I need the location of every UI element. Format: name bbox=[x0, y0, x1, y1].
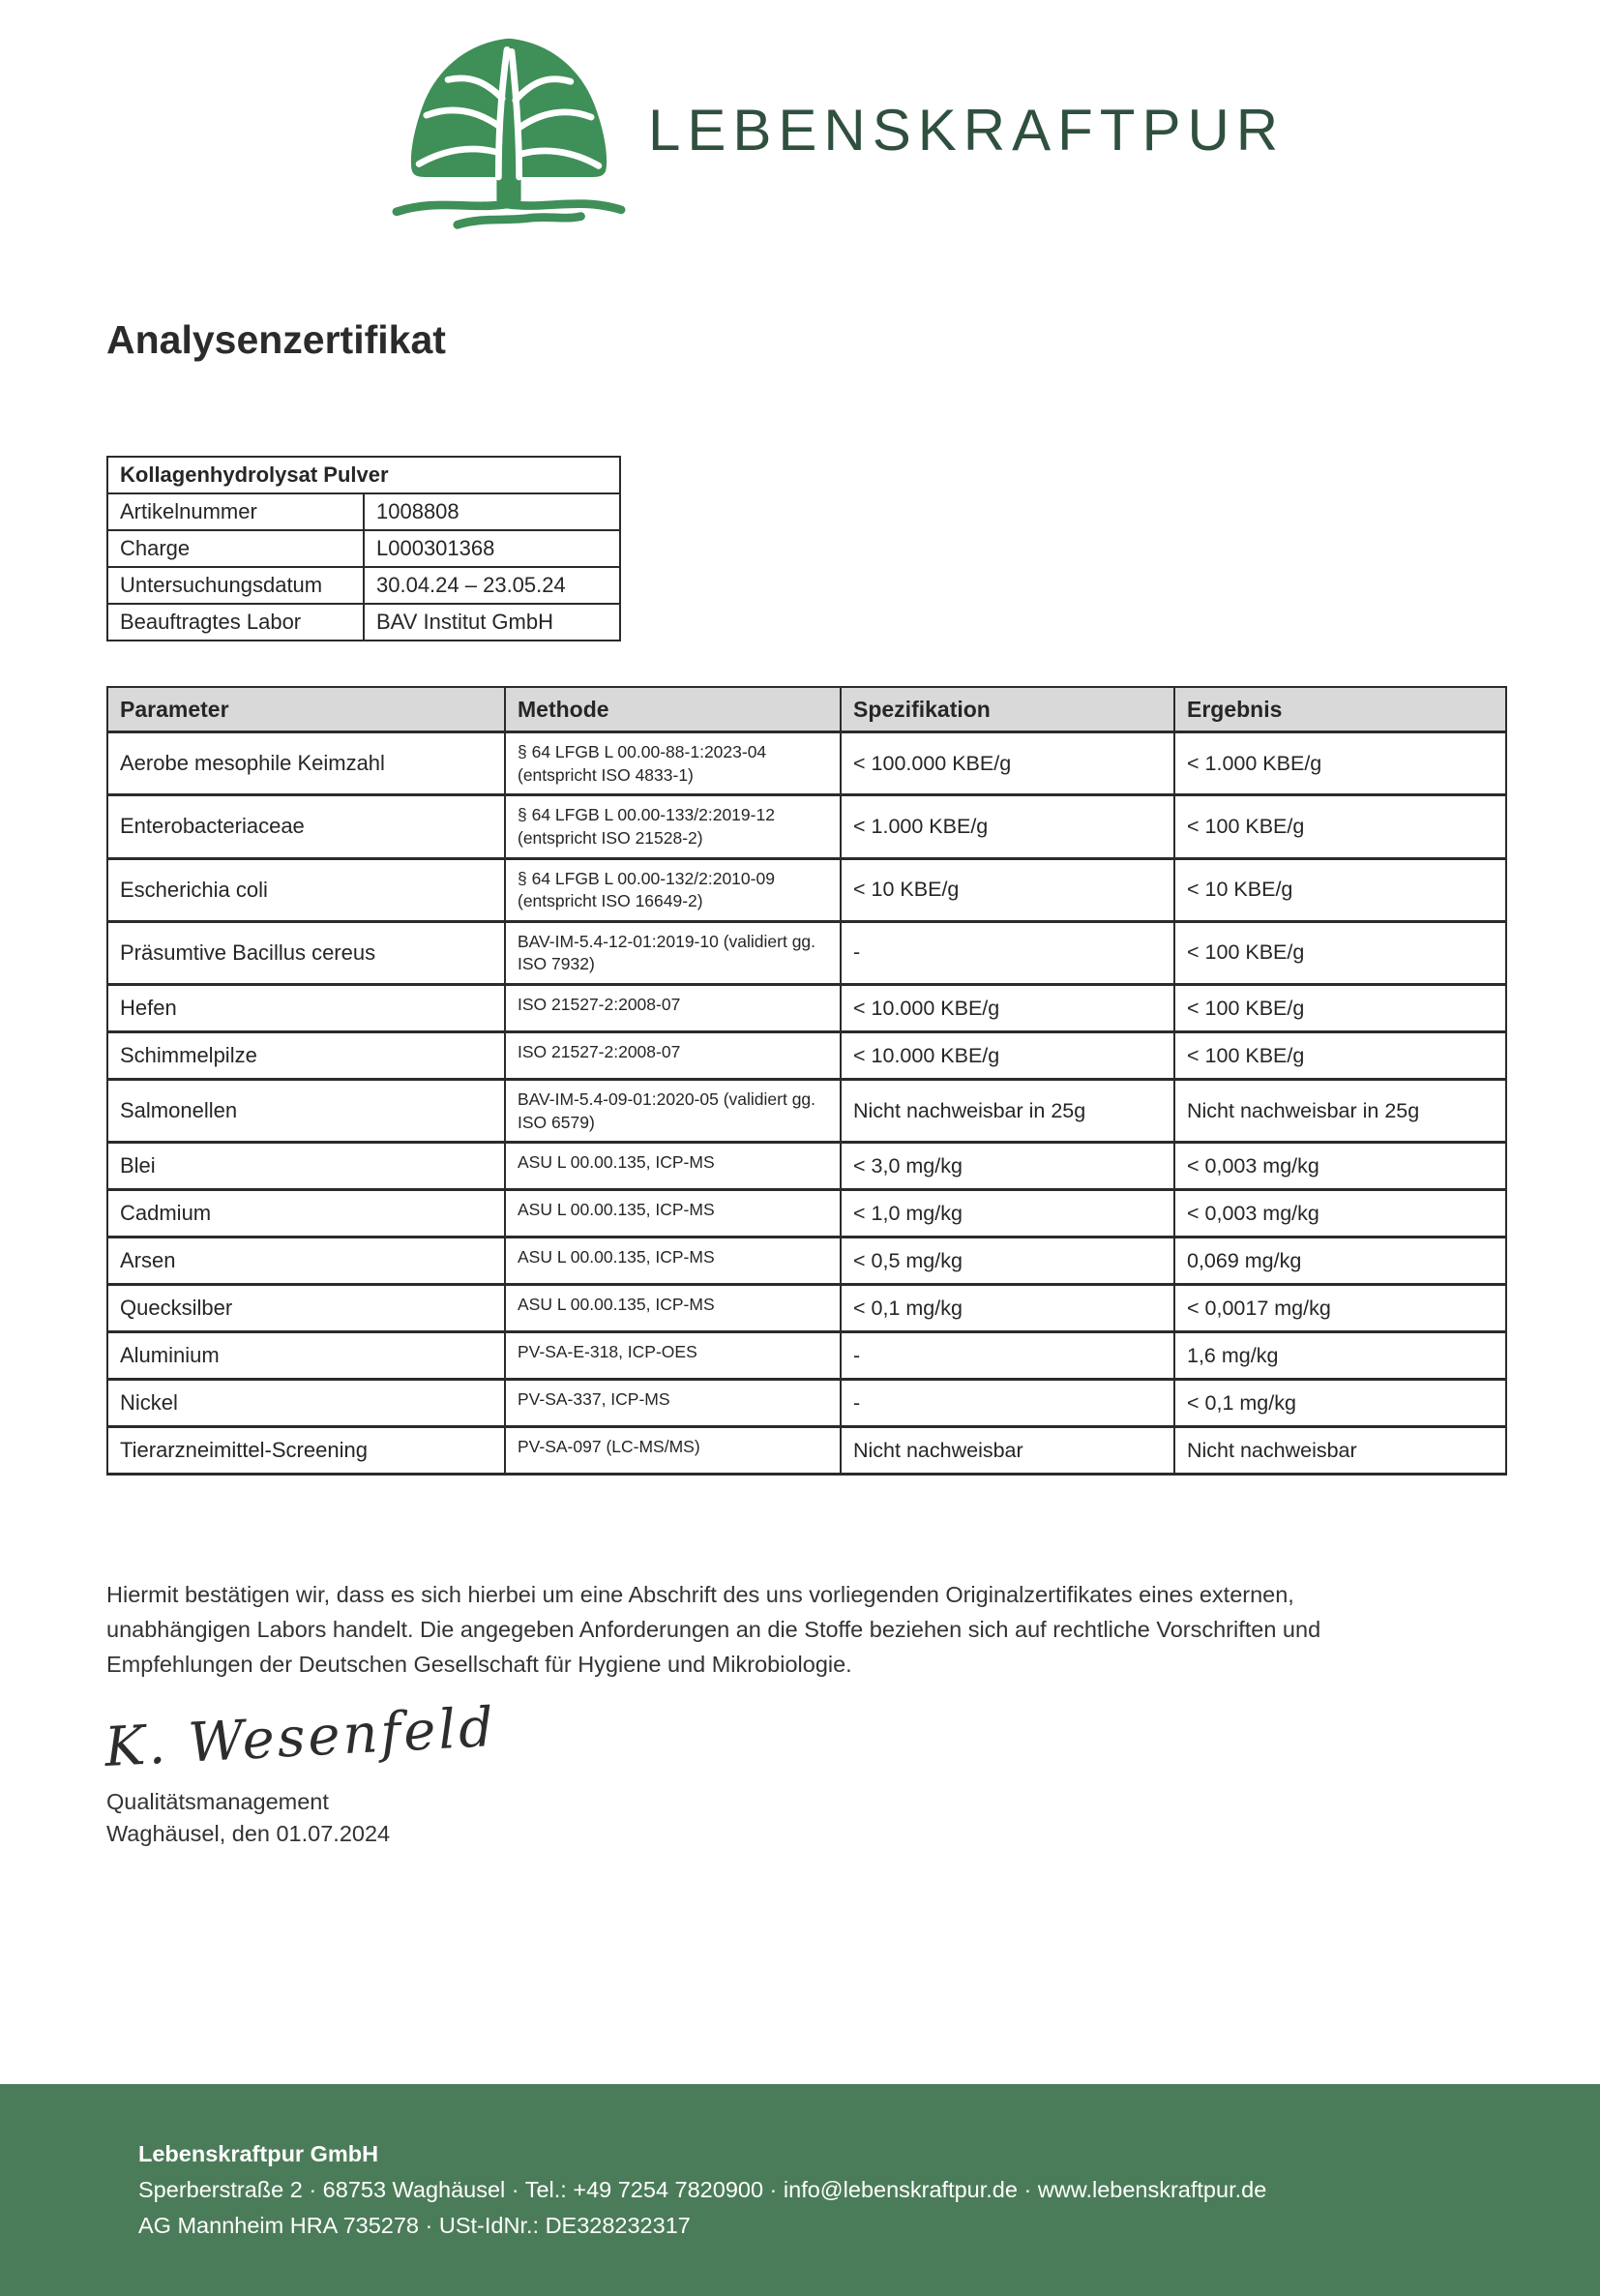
results-column-header: Ergebnis bbox=[1174, 687, 1506, 732]
page-title: Analysenzertifikat bbox=[106, 317, 446, 362]
product-info-body bbox=[107, 457, 620, 641]
result-value: Nicht nachweisbar in 25g bbox=[1174, 1080, 1506, 1143]
results-table bbox=[106, 686, 1507, 1476]
table-row bbox=[107, 858, 1506, 921]
table-row bbox=[107, 985, 1506, 1032]
result-specification: < 10.000 KBE/g bbox=[841, 985, 1174, 1032]
result-parameter: Quecksilber bbox=[107, 1285, 505, 1332]
results-column-header: Parameter bbox=[107, 687, 505, 732]
result-value: Nicht nachweisbar bbox=[1174, 1427, 1506, 1475]
tree-with-roots-icon bbox=[387, 33, 631, 234]
footer-legal-line: AG Mannheim HRA 735278 · USt-IdNr.: DE328232317 bbox=[138, 2213, 691, 2238]
result-specification: Nicht nachweisbar in 25g bbox=[841, 1080, 1174, 1143]
handwritten-signature: K. Wesenfeld bbox=[103, 1696, 498, 1780]
results-column-header: Spezifikation bbox=[841, 687, 1174, 732]
result-specification: - bbox=[841, 921, 1174, 984]
result-parameter: Escherichia coli bbox=[107, 858, 505, 921]
result-method: ISO 21527-2:2008-07 bbox=[505, 985, 841, 1032]
table-row bbox=[107, 1380, 1506, 1427]
product-info-value: 30.04.24 – 23.05.24 bbox=[364, 567, 620, 604]
result-specification: < 1,0 mg/kg bbox=[841, 1190, 1174, 1237]
result-method: ASU L 00.00.135, ICP-MS bbox=[505, 1237, 841, 1285]
certificate-page bbox=[0, 33, 1600, 2296]
footer bbox=[0, 2084, 1600, 2296]
footer-contact-line: Sperberstraße 2 · 68753 Waghäusel · Tel.: +49 7254 7820900 · info@lebenskraftpur.de · www.lebenskraftpur.de bbox=[138, 2177, 1267, 2202]
result-value: < 0,0017 mg/kg bbox=[1174, 1285, 1506, 1332]
product-info-row bbox=[107, 604, 620, 641]
result-specification: - bbox=[841, 1380, 1174, 1427]
result-method: ASU L 00.00.135, ICP-MS bbox=[505, 1285, 841, 1332]
result-value: 1,6 mg/kg bbox=[1174, 1332, 1506, 1380]
result-value: < 10 KBE/g bbox=[1174, 858, 1506, 921]
result-method: PV-SA-097 (LC-MS/MS) bbox=[505, 1427, 841, 1475]
product-name: Kollagenhydrolysat Pulver bbox=[107, 457, 620, 493]
table-row bbox=[107, 1143, 1506, 1190]
result-parameter: Hefen bbox=[107, 985, 505, 1032]
product-info-row bbox=[107, 530, 620, 567]
result-specification: < 10 KBE/g bbox=[841, 858, 1174, 921]
result-value: < 0,1 mg/kg bbox=[1174, 1380, 1506, 1427]
table-row bbox=[107, 1237, 1506, 1285]
table-row bbox=[107, 1032, 1506, 1080]
logo-wordmark: LEBENSKRAFTPUR bbox=[648, 98, 1286, 163]
result-value: < 1.000 KBE/g bbox=[1174, 732, 1506, 795]
table-row bbox=[107, 795, 1506, 858]
result-specification: < 0,5 mg/kg bbox=[841, 1237, 1174, 1285]
results-header-row bbox=[107, 687, 1506, 732]
logo bbox=[387, 33, 1600, 234]
result-method: PV-SA-E-318, ICP-OES bbox=[505, 1332, 841, 1380]
product-info-value: BAV Institut GmbH bbox=[364, 604, 620, 641]
signature-place-date: Waghäusel, den 01.07.2024 bbox=[106, 1821, 391, 1847]
signature-role: Qualitätsmanagement bbox=[106, 1789, 329, 1815]
result-method: BAV-IM-5.4-09-01:2020-05 (validiert gg. ISO 6579) bbox=[505, 1080, 841, 1143]
footer-company-name: Lebenskraftpur GmbH bbox=[138, 2141, 379, 2166]
product-info-row bbox=[107, 493, 620, 530]
result-parameter: Enterobacteriaceae bbox=[107, 795, 505, 858]
product-info-label: Beauftragtes Labor bbox=[107, 604, 364, 641]
table-row bbox=[107, 732, 1506, 795]
result-parameter: Cadmium bbox=[107, 1190, 505, 1237]
result-value: 0,069 mg/kg bbox=[1174, 1237, 1506, 1285]
result-specification: - bbox=[841, 1332, 1174, 1380]
result-parameter: Schimmelpilze bbox=[107, 1032, 505, 1080]
result-parameter: Aluminium bbox=[107, 1332, 505, 1380]
result-method: BAV-IM-5.4-12-01:2019-10 (validiert gg. ISO 7932) bbox=[505, 921, 841, 984]
result-method: ASU L 00.00.135, ICP-MS bbox=[505, 1143, 841, 1190]
result-parameter: Salmonellen bbox=[107, 1080, 505, 1143]
result-parameter: Arsen bbox=[107, 1237, 505, 1285]
table-row bbox=[107, 1080, 1506, 1143]
product-info-value: L000301368 bbox=[364, 530, 620, 567]
result-specification: < 10.000 KBE/g bbox=[841, 1032, 1174, 1080]
result-value: < 100 KBE/g bbox=[1174, 921, 1506, 984]
result-method: PV-SA-337, ICP-MS bbox=[505, 1380, 841, 1427]
result-value: < 0,003 mg/kg bbox=[1174, 1190, 1506, 1237]
result-specification: < 100.000 KBE/g bbox=[841, 732, 1174, 795]
product-info-title-row bbox=[107, 457, 620, 493]
results-body bbox=[107, 732, 1506, 1475]
product-info-row bbox=[107, 567, 620, 604]
result-specification: < 1.000 KBE/g bbox=[841, 795, 1174, 858]
result-specification: < 3,0 mg/kg bbox=[841, 1143, 1174, 1190]
product-info-label: Charge bbox=[107, 530, 364, 567]
product-info-table bbox=[106, 456, 621, 641]
result-value: < 100 KBE/g bbox=[1174, 795, 1506, 858]
result-method: ISO 21527-2:2008-07 bbox=[505, 1032, 841, 1080]
product-info-label: Artikelnummer bbox=[107, 493, 364, 530]
result-method: ASU L 00.00.135, ICP-MS bbox=[505, 1190, 841, 1237]
product-info-label: Untersuchungsdatum bbox=[107, 567, 364, 604]
table-row bbox=[107, 1190, 1506, 1237]
result-value: < 0,003 mg/kg bbox=[1174, 1143, 1506, 1190]
table-row bbox=[107, 1332, 1506, 1380]
result-parameter: Präsumtive Bacillus cereus bbox=[107, 921, 505, 984]
product-info-value: 1008808 bbox=[364, 493, 620, 530]
result-value: < 100 KBE/g bbox=[1174, 985, 1506, 1032]
confirmation-statement: Hiermit bestätigen wir, dass es sich hierbei um eine Abschrift des uns vorliegenden Originalzertifikates eines externen, unabhängigen Labors handelt. Die angegeben Anforderungen an die Stoffe beziehen sich auf rechtliche Vorschriften und Empfehlungen der Deutschen Gesellschaft für Hygiene und Mikrobiologie. bbox=[106, 1582, 1321, 1677]
results-column-header: Methode bbox=[505, 687, 841, 732]
result-parameter: Tierarzneimittel-Screening bbox=[107, 1427, 505, 1475]
signature-block bbox=[103, 1696, 1600, 1847]
result-parameter: Aerobe mesophile Keimzahl bbox=[107, 732, 505, 795]
table-row bbox=[107, 921, 1506, 984]
result-method: § 64 LFGB L 00.00-88-1:2023-04 (entspricht ISO 4833-1) bbox=[505, 732, 841, 795]
table-row bbox=[107, 1427, 1506, 1475]
result-value: < 100 KBE/g bbox=[1174, 1032, 1506, 1080]
result-parameter: Blei bbox=[107, 1143, 505, 1190]
result-parameter: Nickel bbox=[107, 1380, 505, 1427]
table-row bbox=[107, 1285, 1506, 1332]
result-method: § 64 LFGB L 00.00-132/2:2010-09 (entspricht ISO 16649-2) bbox=[505, 858, 841, 921]
result-specification: Nicht nachweisbar bbox=[841, 1427, 1174, 1475]
result-specification: < 0,1 mg/kg bbox=[841, 1285, 1174, 1332]
result-method: § 64 LFGB L 00.00-133/2:2019-12 (entspricht ISO 21528-2) bbox=[505, 795, 841, 858]
